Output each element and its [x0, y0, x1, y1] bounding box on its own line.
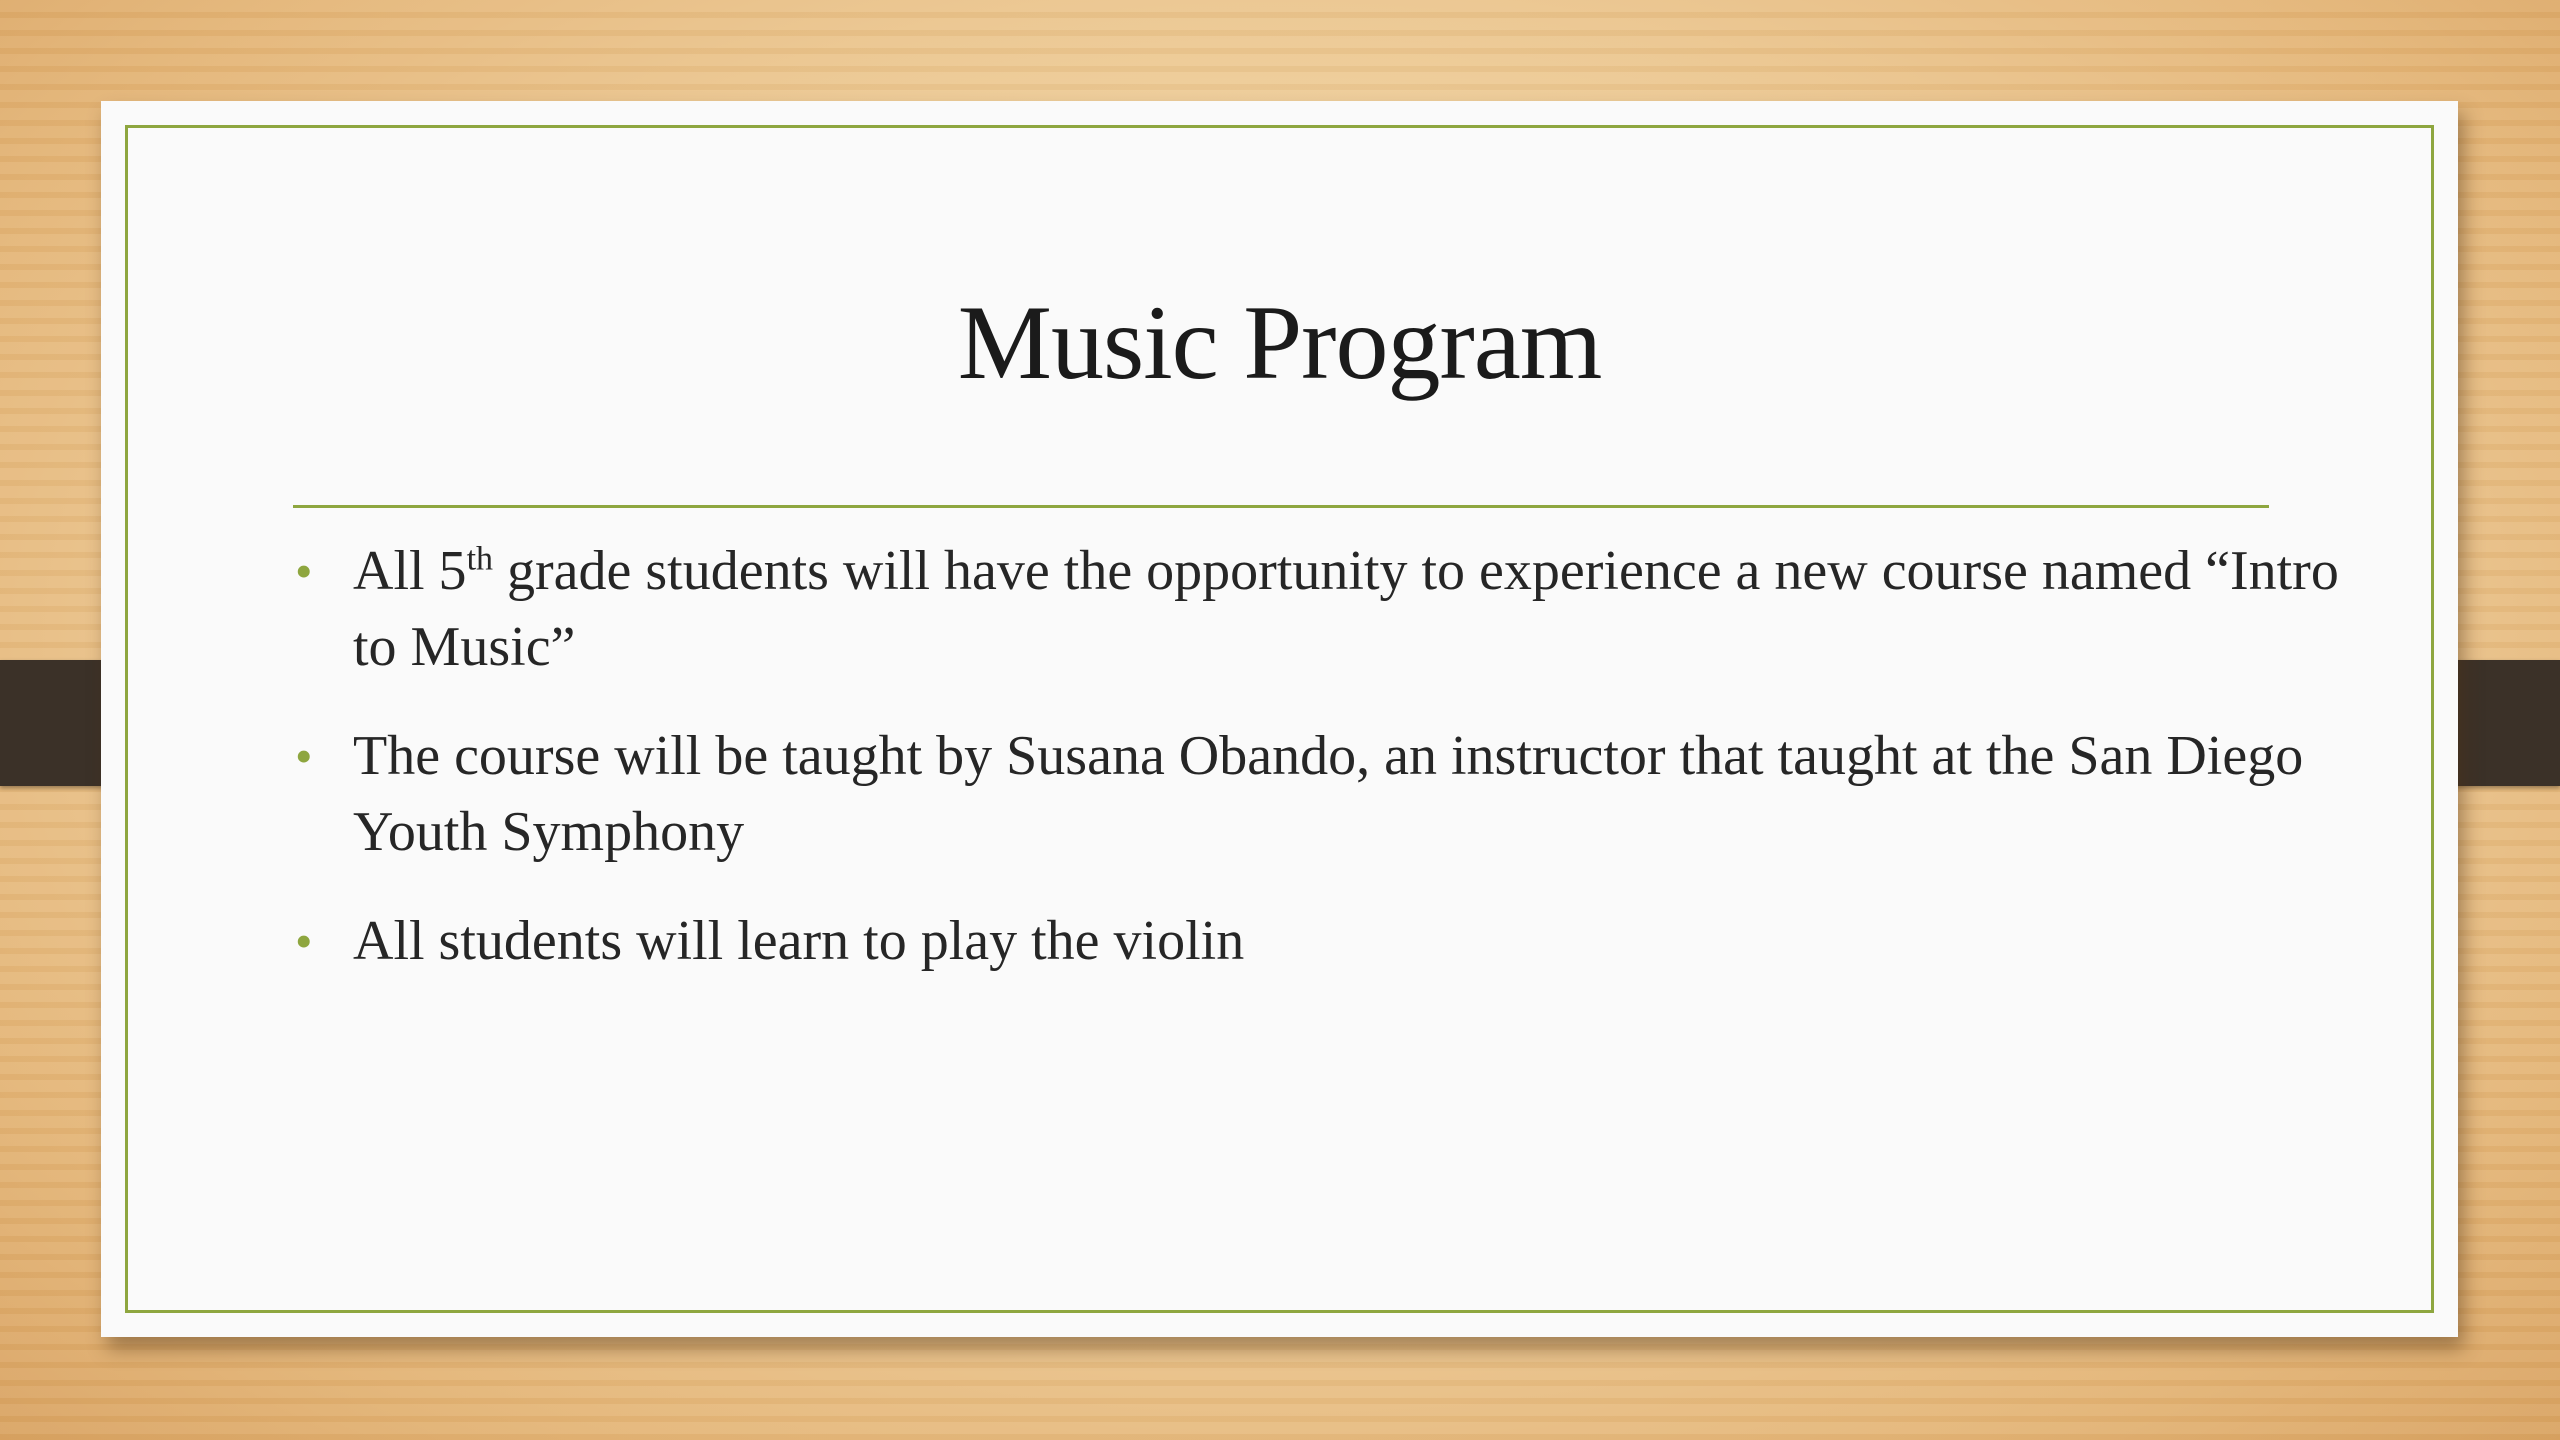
bullet-dot-icon: • — [295, 913, 313, 969]
slide-title: Music Program — [957, 284, 1602, 401]
bullet-superscript: th — [466, 540, 494, 578]
bullet-item — [293, 903, 2343, 979]
bullet-dot-icon: • — [295, 543, 313, 599]
bullet-text-start: All 5 — [353, 540, 467, 602]
bullet-text: All students will learn to play the violin — [353, 910, 1245, 972]
title-divider — [293, 505, 2269, 508]
bullet-item — [293, 533, 2343, 685]
bullet-text: The course will be taught by Susana Obando, an instructor that taught at the San Diego Youth Symphony — [353, 725, 2304, 863]
slide-canvas — [101, 101, 2458, 1337]
bullet-item — [293, 718, 2343, 870]
bullet-dot-icon: • — [295, 728, 313, 784]
bullet-list — [293, 533, 2343, 1012]
bullet-text-end: grade students will have the opportunity to experience a new course named “Intro to Music” — [353, 540, 2339, 678]
